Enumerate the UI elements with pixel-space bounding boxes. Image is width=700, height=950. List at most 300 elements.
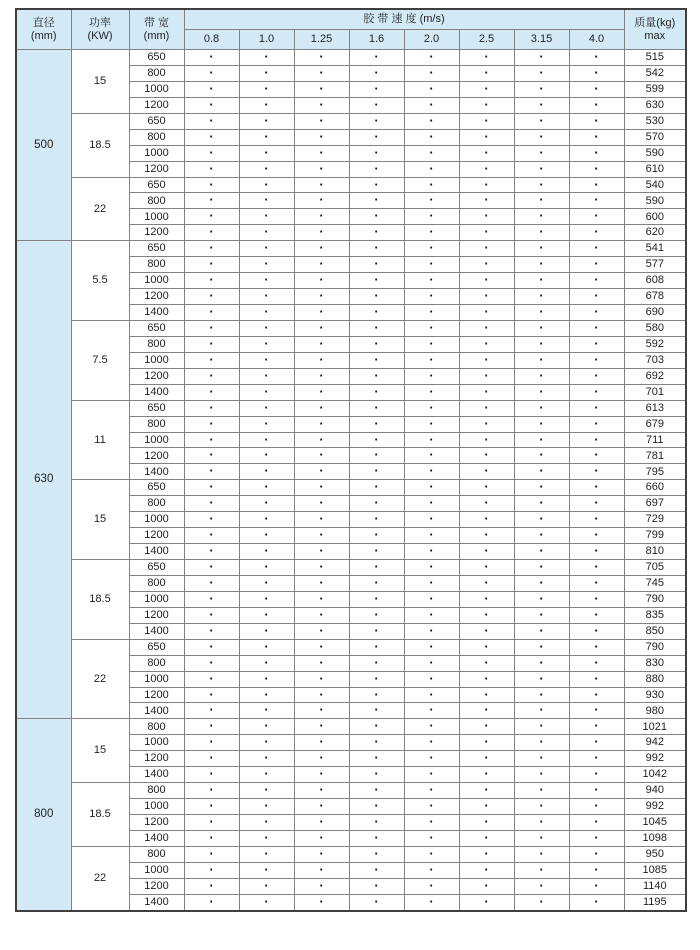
speed-dot-cell: · [294,607,349,623]
speed-dot-cell: · [184,607,239,623]
speed-dot-cell: · [239,846,294,862]
speed-dot-cell: · [239,225,294,241]
speed-dot-cell: · [569,846,624,862]
bandwidth-cell: 1000 [129,735,184,751]
speed-dot-cell: · [404,623,459,639]
speed-dot-cell: · [404,671,459,687]
speed-dot-cell: · [459,512,514,528]
speed-dot-cell: · [184,799,239,815]
speed-dot-cell: · [569,655,624,671]
speed-dot-cell: · [239,241,294,257]
bandwidth-cell: 1200 [129,878,184,894]
speed-dot-cell: · [514,400,569,416]
speed-dot-cell: · [349,273,404,289]
speed-dot-cell: · [184,352,239,368]
power-cell: 5.5 [71,241,129,321]
speed-dot-cell: · [404,703,459,719]
speed-dot-cell: · [184,687,239,703]
speed-dot-cell: · [294,193,349,209]
speed-dot-cell: · [294,209,349,225]
speed-dot-cell: · [404,225,459,241]
speed-dot-cell: · [294,145,349,161]
speed-dot-cell: · [404,735,459,751]
speed-dot-cell: · [569,639,624,655]
table-row [16,639,686,655]
speed-dot-cell: · [349,289,404,305]
max-cell: 992 [624,751,686,767]
speed-dot-cell: · [294,560,349,576]
speed-dot-cell: · [239,719,294,735]
diameter-cell: 500 [16,50,71,241]
bandwidth-cell: 800 [129,129,184,145]
speed-dot-cell: · [294,735,349,751]
power-cell: 22 [71,846,129,910]
speed-dot-cell: · [569,512,624,528]
speed-dot-cell: · [459,719,514,735]
speed-dot-cell: · [404,751,459,767]
max-cell: 790 [624,591,686,607]
speed-dot-cell: · [569,368,624,384]
max-cell: 1085 [624,862,686,878]
speed-dot-cell: · [514,97,569,113]
speed-dot-cell: · [239,703,294,719]
speed-dot-cell: · [184,830,239,846]
speed-dot-cell: · [569,305,624,321]
speed-dot-cell: · [349,209,404,225]
table-row [16,719,686,735]
speed-dot-cell: · [404,209,459,225]
speed-dot-cell: · [349,639,404,655]
speed-dot-cell: · [404,512,459,528]
speed-dot-cell: · [184,193,239,209]
speed-dot-cell: · [404,830,459,846]
speed-dot-cell: · [569,751,624,767]
max-cell: 580 [624,320,686,336]
table-row [16,400,686,416]
table-row [16,241,686,257]
max-cell: 705 [624,560,686,576]
header-bandwidth [129,9,184,50]
speed-dot-cell: · [349,544,404,560]
speed-dot-cell: · [349,751,404,767]
speed-dot-cell: · [349,177,404,193]
header-bandwidth-line1: 带 宽 [143,16,170,29]
speed-dot-cell: · [514,607,569,623]
speed-dot-cell: · [294,432,349,448]
speed-dot-cell: · [294,305,349,321]
diameter-cell: 630 [16,241,71,719]
max-cell: 980 [624,703,686,719]
speed-dot-cell: · [514,671,569,687]
bandwidth-cell: 1200 [129,687,184,703]
speed-dot-cell: · [569,416,624,432]
speed-dot-cell: · [239,129,294,145]
speed-dot-cell: · [349,129,404,145]
speed-dot-cell: · [184,639,239,655]
speed-dot-cell: · [239,448,294,464]
bandwidth-cell: 650 [129,177,184,193]
speed-dot-cell: · [294,241,349,257]
speed-dot-cell: · [294,767,349,783]
speed-dot-cell: · [239,336,294,352]
bandwidth-cell: 1400 [129,544,184,560]
speed-dot-cell: · [569,145,624,161]
speed-dot-cell: · [404,352,459,368]
speed-dot-cell: · [294,50,349,66]
speed-dot-cell: · [349,591,404,607]
speed-dot-cell: · [239,512,294,528]
speed-dot-cell: · [459,81,514,97]
speed-dot-cell: · [184,751,239,767]
bandwidth-cell: 1400 [129,464,184,480]
speed-dot-cell: · [239,560,294,576]
speed-dot-cell: · [239,815,294,831]
speed-dot-cell: · [404,767,459,783]
speed-dot-cell: · [239,113,294,129]
bandwidth-cell: 1400 [129,623,184,639]
speed-dot-cell: · [459,305,514,321]
speed-dot-cell: · [294,65,349,81]
speed-dot-cell: · [294,528,349,544]
bandwidth-cell: 650 [129,50,184,66]
speed-dot-cell: · [239,767,294,783]
speed-dot-cell: · [459,528,514,544]
speed-dot-cell: · [514,368,569,384]
speed-dot-cell: · [239,65,294,81]
speed-dot-cell: · [239,368,294,384]
speed-dot-cell: · [404,177,459,193]
speed-dot-cell: · [239,496,294,512]
speed-dot-cell: · [294,97,349,113]
speed-dot-cell: · [239,623,294,639]
speed-dot-cell: · [459,209,514,225]
speed-dot-cell: · [459,767,514,783]
speed-dot-cell: · [294,336,349,352]
bandwidth-cell: 800 [129,655,184,671]
max-cell: 1098 [624,830,686,846]
speed-dot-cell: · [569,225,624,241]
speed-dot-cell: · [294,719,349,735]
speed-dot-cell: · [294,575,349,591]
max-cell: 610 [624,161,686,177]
speed-dot-cell: · [184,384,239,400]
speed-dot-cell: · [459,448,514,464]
speed-dot-cell: · [459,241,514,257]
speed-dot-cell: · [514,560,569,576]
max-cell: 570 [624,129,686,145]
speed-dot-cell: · [569,97,624,113]
speed-dot-cell: · [459,432,514,448]
max-cell: 541 [624,241,686,257]
max-cell: 830 [624,655,686,671]
speed-dot-cell: · [514,129,569,145]
speed-dot-cell: · [569,815,624,831]
header-diameter-line2: (mm) [30,29,57,42]
speed-dot-cell: · [404,129,459,145]
max-cell: 795 [624,464,686,480]
speed-dot-cell: · [239,544,294,560]
speed-dot-cell: · [349,352,404,368]
max-cell: 1042 [624,767,686,783]
speed-dot-cell: · [239,289,294,305]
bandwidth-cell: 1000 [129,81,184,97]
bandwidth-cell: 800 [129,783,184,799]
max-cell: 660 [624,480,686,496]
speed-dot-cell: · [349,225,404,241]
speed-dot-cell: · [349,320,404,336]
bandwidth-cell: 1200 [129,815,184,831]
max-cell: 880 [624,671,686,687]
table-row [16,783,686,799]
speed-dot-cell: · [294,687,349,703]
speed-dot-cell: · [514,161,569,177]
speed-dot-cell: · [349,305,404,321]
bandwidth-cell: 1400 [129,384,184,400]
speed-dot-cell: · [349,193,404,209]
speed-dot-cell: · [239,257,294,273]
bandwidth-cell: 1200 [129,607,184,623]
speed-dot-cell: · [349,623,404,639]
bandwidth-cell: 1400 [129,767,184,783]
speed-dot-cell: · [514,687,569,703]
bandwidth-cell: 1000 [129,145,184,161]
speed-dot-cell: · [514,241,569,257]
speed-dot-cell: · [459,113,514,129]
speed-dot-cell: · [294,671,349,687]
bandwidth-cell: 650 [129,639,184,655]
speed-dot-cell: · [294,257,349,273]
speed-dot-cell: · [184,368,239,384]
bandwidth-cell: 1000 [129,273,184,289]
speed-dot-cell: · [514,352,569,368]
speed-dot-cell: · [569,560,624,576]
speed-dot-cell: · [349,336,404,352]
speed-dot-cell: · [349,703,404,719]
speed-dot-cell: · [404,305,459,321]
speed-dot-cell: · [569,273,624,289]
speed-dot-cell: · [459,400,514,416]
speed-dot-cell: · [349,480,404,496]
speed-dot-cell: · [459,655,514,671]
speed-dot-cell: · [514,177,569,193]
speed-dot-cell: · [184,894,239,910]
speed-dot-cell: · [294,81,349,97]
speed-dot-cell: · [404,655,459,671]
speed-dot-cell: · [184,320,239,336]
speed-dot-cell: · [569,607,624,623]
speed-dot-cell: · [239,145,294,161]
header-belt-speed: 胶 带 速 度 (m/s) [184,9,624,30]
speed-dot-cell: · [239,799,294,815]
header-power-line2: (KW) [87,29,113,42]
speed-dot-cell: · [349,512,404,528]
speed-dot-cell: · [404,193,459,209]
speed-dot-cell: · [569,241,624,257]
speed-dot-cell: · [569,480,624,496]
speed-dot-cell: · [514,862,569,878]
speed-dot-cell: · [349,735,404,751]
power-cell: 18.5 [71,560,129,640]
speed-dot-cell: · [569,50,624,66]
speed-dot-cell: · [404,544,459,560]
speed-dot-cell: · [294,177,349,193]
header-speed-1.6: 1.6 [349,30,404,50]
speed-dot-cell: · [349,830,404,846]
max-cell: 1021 [624,719,686,735]
speed-dot-cell: · [294,464,349,480]
speed-dot-cell: · [569,575,624,591]
speed-dot-cell: · [459,687,514,703]
speed-dot-cell: · [349,464,404,480]
speed-dot-cell: · [239,273,294,289]
speed-dot-cell: · [294,544,349,560]
speed-dot-cell: · [459,607,514,623]
speed-dot-cell: · [404,289,459,305]
power-cell: 15 [71,480,129,560]
max-cell: 992 [624,799,686,815]
max-cell: 711 [624,432,686,448]
max-cell: 608 [624,273,686,289]
speed-dot-cell: · [459,575,514,591]
speed-dot-cell: · [514,416,569,432]
bandwidth-cell: 1000 [129,352,184,368]
speed-dot-cell: · [514,815,569,831]
table-row [16,846,686,862]
speed-dot-cell: · [184,241,239,257]
speed-dot-cell: · [184,815,239,831]
speed-dot-cell: · [514,305,569,321]
bandwidth-cell: 1200 [129,448,184,464]
header-speed-3.15: 3.15 [514,30,569,50]
speed-dot-cell: · [514,735,569,751]
speed-dot-cell: · [349,145,404,161]
speed-dot-cell: · [184,623,239,639]
max-cell: 620 [624,225,686,241]
speed-dot-cell: · [404,81,459,97]
speed-dot-cell: · [459,384,514,400]
speed-dot-cell: · [239,878,294,894]
speed-dot-cell: · [404,161,459,177]
bandwidth-cell: 1200 [129,161,184,177]
speed-dot-cell: · [404,97,459,113]
speed-dot-cell: · [184,655,239,671]
header-diameter-line1: 直径 [32,16,55,29]
bandwidth-cell: 1200 [129,225,184,241]
speed-dot-cell: · [294,480,349,496]
bandwidth-cell: 800 [129,719,184,735]
speed-dot-cell: · [239,193,294,209]
max-cell: 703 [624,352,686,368]
speed-dot-cell: · [294,113,349,129]
speed-dot-cell: · [184,273,239,289]
speed-dot-cell: · [404,384,459,400]
speed-dot-cell: · [459,544,514,560]
speed-dot-cell: · [294,894,349,910]
speed-dot-cell: · [514,81,569,97]
bandwidth-cell: 1000 [129,512,184,528]
bandwidth-cell: 800 [129,336,184,352]
speed-dot-cell: · [349,878,404,894]
speed-dot-cell: · [404,464,459,480]
max-cell: 697 [624,496,686,512]
speed-dot-cell: · [404,432,459,448]
speed-dot-cell: · [569,894,624,910]
max-cell: 810 [624,544,686,560]
speed-dot-cell: · [569,113,624,129]
bandwidth-cell: 800 [129,65,184,81]
speed-dot-cell: · [349,400,404,416]
speed-dot-cell: · [404,113,459,129]
speed-dot-cell: · [349,97,404,113]
speed-dot-cell: · [569,528,624,544]
speed-dot-cell: · [404,862,459,878]
header-power [71,9,129,50]
speed-dot-cell: · [184,878,239,894]
speed-dot-cell: · [184,50,239,66]
header-speed-2.5: 2.5 [459,30,514,50]
speed-dot-cell: · [514,225,569,241]
speed-dot-cell: · [294,289,349,305]
speed-dot-cell: · [569,400,624,416]
max-cell: 781 [624,448,686,464]
speed-dot-cell: · [514,846,569,862]
power-cell: 22 [71,177,129,241]
speed-dot-cell: · [239,352,294,368]
speed-dot-cell: · [569,352,624,368]
speed-dot-cell: · [459,225,514,241]
speed-dot-cell: · [404,560,459,576]
speed-dot-cell: · [184,336,239,352]
bandwidth-cell: 1200 [129,751,184,767]
speed-dot-cell: · [294,400,349,416]
speed-dot-cell: · [514,830,569,846]
speed-dot-cell: · [184,862,239,878]
speed-dot-cell: · [294,799,349,815]
speed-dot-cell: · [349,719,404,735]
max-cell: 577 [624,257,686,273]
speed-dot-cell: · [404,799,459,815]
speed-dot-cell: · [404,273,459,289]
speed-dot-cell: · [459,894,514,910]
max-cell: 679 [624,416,686,432]
speed-dot-cell: · [404,591,459,607]
speed-dot-cell: · [459,703,514,719]
speed-dot-cell: · [239,735,294,751]
header-speed-4.0: 4.0 [569,30,624,50]
speed-dot-cell: · [569,687,624,703]
speed-dot-cell: · [294,783,349,799]
speed-dot-cell: · [404,607,459,623]
speed-dot-cell: · [239,416,294,432]
speed-dot-cell: · [294,862,349,878]
speed-dot-cell: · [239,177,294,193]
speed-dot-cell: · [184,416,239,432]
speed-dot-cell: · [514,480,569,496]
speed-dot-cell: · [184,177,239,193]
speed-dot-cell: · [569,496,624,512]
power-cell: 18.5 [71,113,129,177]
speed-dot-cell: · [404,719,459,735]
speed-dot-cell: · [404,400,459,416]
speed-dot-cell: · [239,575,294,591]
speed-dot-cell: · [459,273,514,289]
header-mass-line2: max [644,29,666,42]
speed-dot-cell: · [569,544,624,560]
speed-dot-cell: · [459,145,514,161]
speed-dot-cell: · [349,815,404,831]
speed-dot-cell: · [459,862,514,878]
speed-dot-cell: · [514,50,569,66]
